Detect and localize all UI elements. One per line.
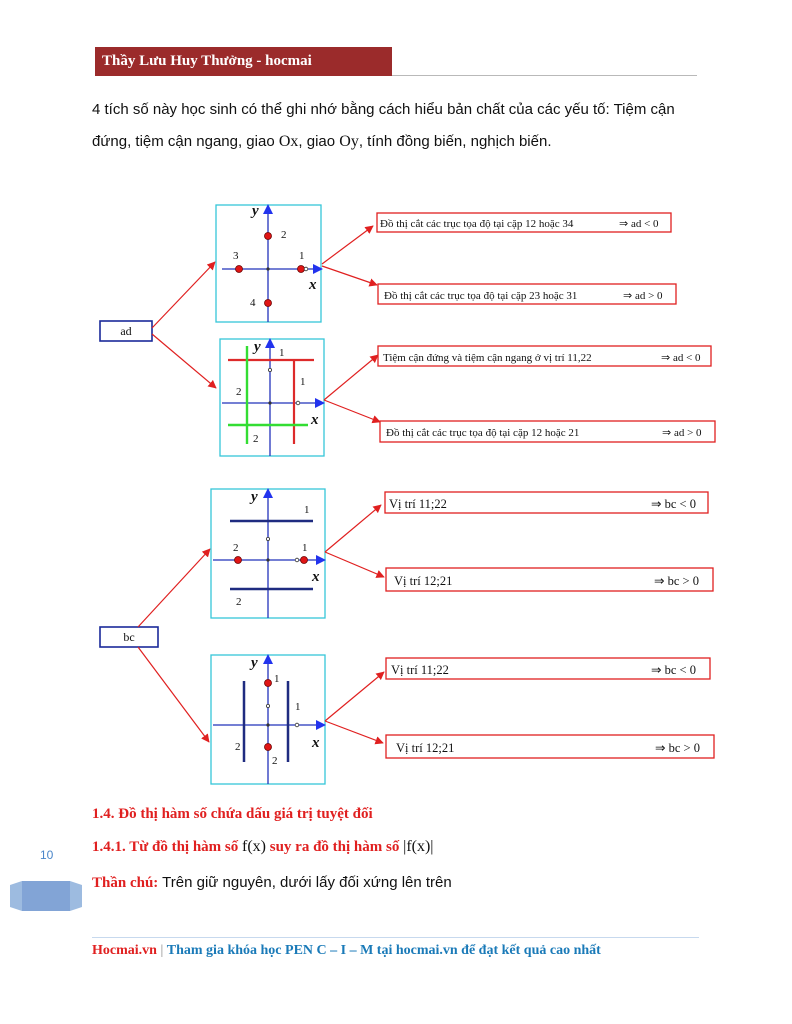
graph-bc-horizontal bbox=[211, 488, 326, 618]
intersection-point-4 bbox=[265, 300, 272, 307]
svg-text:x: x bbox=[312, 735, 320, 751]
header-title: Thầy Lưu Huy Thưởng - hocmai bbox=[95, 47, 392, 76]
svg-text:y: y bbox=[251, 489, 258, 505]
footer-rule bbox=[92, 937, 699, 938]
svg-text:Tiệm cận đứng và tiệm cận ngan: Tiệm cận đứng và tiệm cận ngang ở vị trí 11,22 bbox=[383, 352, 592, 364]
section-1-4-1-mid: suy ra đồ thị hàm số bbox=[269, 839, 400, 855]
svg-text:⇒ ad > 0: ⇒ ad > 0 bbox=[662, 427, 702, 439]
svg-text:1: 1 bbox=[274, 673, 280, 685]
ad-arrow-up bbox=[152, 262, 215, 328]
svg-text:2: 2 bbox=[236, 596, 242, 608]
intersection-point-3 bbox=[236, 266, 243, 273]
svg-text:2: 2 bbox=[236, 386, 242, 398]
abs-fx-expression: |f(x)| bbox=[403, 838, 434, 855]
svg-text:Vị trí 11;22: Vị trí 11;22 bbox=[389, 497, 447, 511]
svg-text:y: y bbox=[251, 655, 258, 671]
svg-text:y: y bbox=[254, 339, 261, 355]
chant-line bbox=[92, 874, 452, 892]
box-bc-4 bbox=[386, 735, 714, 758]
graph-ad-intersections bbox=[216, 203, 323, 322]
ad-label: ad bbox=[120, 324, 132, 338]
ox-label: Ox bbox=[278, 133, 299, 150]
svg-text:⇒ bc > 0: ⇒ bc > 0 bbox=[655, 741, 700, 755]
svg-text:⇒ bc < 0: ⇒ bc < 0 bbox=[651, 497, 696, 511]
section-1-4-1-pre: 1.4.1. Từ đồ thị hàm số bbox=[92, 839, 239, 855]
bc-label: bc bbox=[123, 630, 135, 644]
box-ad-2 bbox=[378, 284, 676, 304]
box-ad-1 bbox=[377, 213, 671, 232]
svg-text:1: 1 bbox=[295, 701, 301, 713]
svg-text:2: 2 bbox=[235, 741, 241, 753]
intro-mid: , giao bbox=[298, 133, 336, 150]
svg-text:3: 3 bbox=[233, 250, 239, 262]
svg-text:1: 1 bbox=[299, 250, 305, 262]
graph-ad-asymptotes bbox=[220, 338, 325, 456]
svg-text:Vị trí 11;22: Vị trí 11;22 bbox=[391, 663, 449, 677]
svg-text:4: 4 bbox=[250, 297, 256, 309]
chant-text: Trên giữ nguyên, dưới lấy đối xứng lên trên bbox=[158, 874, 452, 891]
footer-brand-link[interactable]: Hocmai.vn bbox=[92, 943, 157, 958]
box-bc-2 bbox=[386, 568, 713, 591]
footer bbox=[92, 943, 601, 959]
footer-separator: | bbox=[156, 943, 167, 958]
chant-key: Thần chú: bbox=[92, 875, 159, 891]
page-number: 10 bbox=[40, 848, 54, 862]
svg-text:x: x bbox=[312, 569, 320, 585]
g1-y-label: y bbox=[252, 203, 259, 219]
intro-line-2-pre: đứng, tiệm cận ngang, giao bbox=[92, 133, 275, 150]
graph-bc-vertical bbox=[211, 654, 326, 784]
svg-text:1: 1 bbox=[300, 376, 306, 388]
section-1-4-1-title bbox=[92, 838, 434, 856]
box-bc-3 bbox=[386, 658, 710, 679]
svg-text:Đồ thị cắt các trục tọa độ tại: Đồ thị cắt các trục tọa độ tại cặp 23 hoặc 31 bbox=[384, 290, 578, 302]
svg-text:2: 2 bbox=[253, 433, 259, 445]
svg-text:⇒ ad < 0: ⇒ ad < 0 bbox=[619, 218, 659, 230]
intro-line-2-post: , tính đồng biến, nghịch biến. bbox=[358, 133, 552, 150]
g1-x-label: x bbox=[309, 277, 317, 293]
svg-text:⇒ ad < 0: ⇒ ad < 0 bbox=[661, 352, 701, 364]
svg-text:Đồ thị cắt các trục tọa độ tại: Đồ thị cắt các trục tọa độ tại cặp 12 hoặc 21 bbox=[386, 427, 580, 439]
svg-text:1: 1 bbox=[304, 504, 310, 516]
box-bc-1 bbox=[385, 492, 708, 513]
svg-text:2: 2 bbox=[233, 542, 239, 554]
svg-text:1: 1 bbox=[279, 347, 285, 359]
svg-text:Vị trí 12;21: Vị trí 12;21 bbox=[394, 574, 453, 588]
page-tab-decoration bbox=[10, 881, 82, 911]
svg-text:⇒ bc > 0: ⇒ bc > 0 bbox=[654, 574, 699, 588]
svg-text:⇒ bc < 0: ⇒ bc < 0 bbox=[651, 663, 696, 677]
svg-text:x: x bbox=[311, 412, 319, 428]
footer-message: Tham gia khóa học PEN C – I – M tại hocmai.vn để đạt kết quả cao nhất bbox=[166, 943, 601, 958]
section-1-4-title: 1.4. Đồ thị hàm số chứa dấu giá trị tuyệt đối bbox=[92, 806, 373, 822]
intersection-point-2 bbox=[265, 233, 272, 240]
intersection-point-1 bbox=[298, 266, 305, 273]
fx-expression: f(x) bbox=[242, 838, 266, 855]
oy-label: Oy bbox=[339, 133, 359, 150]
intro-line-1: 4 tích số này học sinh có thể ghi nhớ bằng cách hiểu bản chất của các yếu tố: Tiệm cận bbox=[92, 101, 675, 118]
box-ad-4 bbox=[380, 421, 715, 442]
svg-text:Vị trí 12;21: Vị trí 12;21 bbox=[396, 741, 455, 755]
svg-text:2: 2 bbox=[281, 229, 287, 241]
svg-text:⇒ ad > 0: ⇒ ad > 0 bbox=[623, 290, 663, 302]
box-ad-3 bbox=[378, 346, 711, 366]
svg-text:2: 2 bbox=[272, 755, 278, 767]
svg-text:Đồ thị cắt các trục tọa độ tại: Đồ thị cắt các trục tọa độ tại cặp 12 hoặc 34 bbox=[380, 218, 574, 230]
ad-arrow-down bbox=[152, 334, 216, 388]
svg-text:1: 1 bbox=[302, 542, 308, 554]
